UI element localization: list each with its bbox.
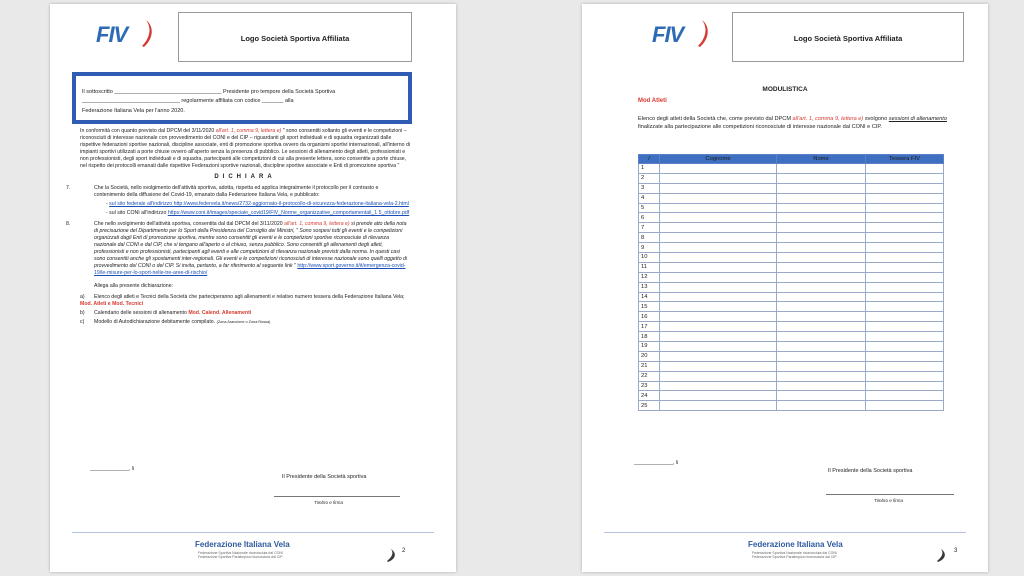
- cognome-cell[interactable]: [660, 262, 777, 272]
- cognome-cell[interactable]: [660, 223, 777, 233]
- table-row: [639, 302, 944, 312]
- intro-a: Elenco degli atleti della Società che, come previsto dal DPCM: [638, 116, 791, 122]
- signature-line: [826, 494, 954, 495]
- box-line-1a: Il sottoscritto ___________________________________: [82, 89, 222, 95]
- cognome-cell[interactable]: [660, 173, 777, 183]
- row-number: 12: [639, 272, 660, 282]
- affiliate-logo-box: [732, 12, 964, 62]
- cognome-cell[interactable]: [660, 233, 777, 243]
- box-line-2: ________________________________ regolarmente affiliata con codice _______ alla: [82, 98, 294, 104]
- cognome-cell[interactable]: [660, 312, 777, 322]
- col-cognome: Cognome: [660, 155, 777, 164]
- declarant-box: [72, 72, 412, 124]
- alle-c-text: Modello di Autodichiarazione debitamente compilato.: [94, 319, 216, 325]
- alle-a-text: Elenco degli atleti e Tecnici della Società che parteciperanno agli allenamenti e relativo numero tessera della Federazione Italiana Vela;: [94, 294, 405, 300]
- mod-atleti-label: Mod Atleti: [638, 98, 667, 104]
- table-row: [639, 391, 944, 401]
- cognome-cell[interactable]: [660, 322, 777, 332]
- col-nome: Nome: [777, 155, 866, 164]
- tessera-cell[interactable]: [866, 193, 944, 203]
- row-number: 22: [639, 371, 660, 381]
- alle-a-label: a): [80, 294, 85, 300]
- box-line-3: Federazione Italiana Vela per l'anno 2020.: [82, 108, 185, 114]
- row-number: 17: [639, 322, 660, 332]
- tessera-cell[interactable]: [866, 371, 944, 381]
- col-index: /: [639, 155, 660, 164]
- alle-b-label: b): [80, 310, 85, 316]
- nome-cell[interactable]: [777, 203, 866, 213]
- table-row: [639, 361, 944, 371]
- nome-cell[interactable]: [777, 371, 866, 381]
- row-number: 13: [639, 282, 660, 292]
- table-row: [639, 253, 944, 263]
- allegato-a: [80, 294, 410, 308]
- tessera-cell[interactable]: [866, 223, 944, 233]
- logo-text: FIV: [652, 22, 684, 47]
- table-row: [639, 312, 944, 322]
- coni-link[interactable]: https://www.coni.it/images/speciale_covid19/FIV_Norme_organizzative_comportamentali_1 5_ottobre.pdf: [167, 210, 410, 216]
- cognome-cell[interactable]: [660, 243, 777, 253]
- dichiara-heading: DICHIARA: [214, 174, 276, 180]
- row-number: 18: [639, 332, 660, 342]
- nome-cell[interactable]: [777, 292, 866, 302]
- table-row: [639, 173, 944, 183]
- row-number: 15: [639, 302, 660, 312]
- nome-cell[interactable]: [777, 272, 866, 282]
- nome-cell[interactable]: [777, 233, 866, 243]
- para1-ref: all'art. 1, comma 9, lettera e): [215, 128, 282, 134]
- item-7-sub-2: - sul sito CONI all'indirizzo https://www.coni.it/images/speciale_covid19/FIV_Norme_organizzative_comportamentali_1 5_ottobre.pdf: [106, 210, 410, 216]
- table-row: [639, 233, 944, 243]
- table-row: [639, 292, 944, 302]
- item-8: [66, 221, 410, 277]
- nome-cell[interactable]: [777, 223, 866, 233]
- alle-c-small: (Zona Arancione o Zona Rossa): [216, 320, 271, 324]
- table-row: [639, 282, 944, 292]
- affiliate-logo-box: [178, 12, 412, 62]
- nome-cell[interactable]: [777, 213, 866, 223]
- sail-icon: [936, 548, 948, 562]
- timbro-label: Timbro e firma: [874, 498, 903, 503]
- row-number: 16: [639, 312, 660, 322]
- row-number: 14: [639, 292, 660, 302]
- item8-b: si prende atto della nota di precisazione del Dipartimento per lo Sport della Presidenza del Consiglio dei Ministri, " Sono sospesi tutti gli eventi e le competizioni organizzati dagli Enti di promozione sportiva, mentre sono consentiti gli eventi e le competizioni sportive riconosciute di rilevanza nazionale dal CONI e dal CIP, che si tengano all'aperto o al chiuso, senza pubblico. Sono consentiti gli allenamenti degli atleti, professionisti e non professionisti, partecipanti agli eventi e alle competizioni di rilevanza nazionale previsti dalla norma. In questi casi sono consentiti anche gli spostamenti inter-regionali. Gli eventi e le competizioni riconosciuti di interesse nazionale sono quelli oggetto di provvedimento del CONI o del CIP. Si invita, pertanto, a far riferimento al seguente link ": [94, 221, 408, 269]
- header-title: Logo Società Sportiva Affiliata: [793, 34, 903, 43]
- tessera-cell[interactable]: [866, 183, 944, 193]
- row-number: 8: [639, 233, 660, 243]
- coni-label: sul sito CONI all'indirizzo: [109, 210, 167, 216]
- allegato-c: [80, 319, 410, 326]
- tessera-cell[interactable]: [866, 203, 944, 213]
- alle-b-mod: Mod. Calend. Allenamenti: [188, 310, 252, 316]
- tessera-cell[interactable]: [866, 381, 944, 391]
- nome-cell[interactable]: [777, 282, 866, 292]
- item-7-sub-1[interactable]: - sul sito federale all'indirizzo http://www.federvela.it/news/2732-aggiornato-il-protocollo-di-sicurezza-federazione-italiana-vela-2.html: [106, 201, 409, 207]
- row-number: 23: [639, 381, 660, 391]
- alle-c-label: c): [80, 319, 85, 325]
- cognome-cell[interactable]: [660, 332, 777, 342]
- table-row: [639, 193, 944, 203]
- fiv-logo: [96, 18, 166, 54]
- signature-line: [274, 496, 400, 497]
- row-number: 5: [639, 203, 660, 213]
- tessera-cell[interactable]: [866, 302, 944, 312]
- allegato-b: [80, 310, 410, 317]
- intro-ref: all'art. 1, comma 9, lettera e): [792, 116, 864, 122]
- tessera-cell[interactable]: [866, 391, 944, 401]
- footer-rule: [72, 532, 434, 533]
- president-label: Il Presidente della Società sportiva: [282, 474, 367, 480]
- page-number: 3: [954, 548, 958, 554]
- sail-icon: [140, 18, 156, 48]
- table-row: [639, 243, 944, 253]
- row-number: 10: [639, 253, 660, 263]
- cognome-cell[interactable]: [660, 361, 777, 371]
- row-number: 9: [639, 243, 660, 253]
- row-number: 19: [639, 342, 660, 352]
- cognome-cell[interactable]: [660, 302, 777, 312]
- col-tessera: Tessera FIV: [866, 155, 944, 164]
- federvela-link[interactable]: sul sito federale all'indirizzo http://www.federvela.it/news/2732-aggiornato-il-protocollo-di-sicurezza-federazione-italiana-vela-2.html: [109, 201, 409, 207]
- nome-cell[interactable]: [777, 312, 866, 322]
- footer-title: Federazione Italiana Vela: [195, 540, 290, 549]
- row-number: 24: [639, 391, 660, 401]
- nome-cell[interactable]: [777, 193, 866, 203]
- table-row: [639, 272, 944, 282]
- intro-text: [638, 116, 958, 131]
- table-row: [639, 381, 944, 391]
- row-number: 11: [639, 262, 660, 272]
- cognome-cell[interactable]: [660, 391, 777, 401]
- tessera-cell[interactable]: [866, 282, 944, 292]
- row-number: 25: [639, 401, 660, 411]
- page-number: 2: [402, 548, 406, 554]
- timbro-label: Timbro e firma: [314, 500, 343, 505]
- fiv-logo: [652, 18, 722, 54]
- item8-ref: all'art. 1, comma 9, lettera e): [284, 221, 350, 227]
- sail-icon: [696, 18, 712, 48]
- header-title: Logo Società Sportiva Affiliata: [240, 34, 350, 43]
- footer-rule: [604, 532, 966, 533]
- allega-text: Allega alla presente dichiarazione:: [94, 283, 174, 289]
- row-number: 6: [639, 213, 660, 223]
- footer-sub-2: Federazione Sportiva Paralimpica riconosciuta dal CIP: [198, 555, 283, 559]
- cognome-cell[interactable]: [660, 183, 777, 193]
- tessera-cell[interactable]: [866, 233, 944, 243]
- body-text: [66, 128, 410, 328]
- modulistica-title: MODULISTICA: [762, 86, 808, 93]
- table-row: [639, 351, 944, 361]
- cognome-cell[interactable]: [660, 292, 777, 302]
- governo-link[interactable]: http://www.sport.governo.it/it/emergenza-covid-19/le-misure-per-lo-sport-nelle-tre-aree-di-rischio/: [94, 263, 406, 276]
- table-row: [639, 183, 944, 193]
- intro-u: sessioni di allenamento: [888, 116, 947, 122]
- nome-cell[interactable]: [777, 183, 866, 193]
- table-header-row: [639, 155, 944, 164]
- athletes-table: [638, 154, 944, 411]
- tessera-cell[interactable]: [866, 332, 944, 342]
- footer-sub-2: Federazione Sportiva Paralimpica riconosciuta dal CIP: [752, 555, 837, 559]
- alle-b-text: Calendario delle sessioni di allenamento: [94, 310, 187, 316]
- tessera-cell[interactable]: [866, 164, 944, 174]
- row-number: 3: [639, 183, 660, 193]
- nome-cell[interactable]: [777, 302, 866, 312]
- president-label: Il Presidente della Società sportiva: [828, 468, 913, 474]
- row-number: 7: [639, 223, 660, 233]
- cognome-cell[interactable]: [660, 193, 777, 203]
- table-row: [639, 223, 944, 233]
- para1-b: " sono consentiti soltanto gli eventi e le competizioni – riconosciuti di interesse nazionale con provvedimento del CONI e del CIP – riguardanti gli sport individuali e di squadra organizzati dalle rispettive federazioni sportive nazionali, discipline associate, enti di promozione sportiva ovvero da organismi sportivi internazionali, all'interno di impianti sportivi utilizzati a porte chiuse ovvero all'aperto senza la presenza di pubblico. Le sessioni di allenamento degli atleti, professionisti e non professionisti, degli sport individuali e di squadra, partecipanti alle competizioni di cui alla presente lettera, sono consentite a porte chiuse, nel rispetto dei protocolli emanati dalle rispettive Federazioni sportive nazionali, discipline sportive associate e Enti di promozione sportiva ": [80, 128, 410, 169]
- footer-sub-1: Federazione Sportiva Nazionale riconosciuta dal CONI: [752, 551, 837, 555]
- nome-cell[interactable]: [777, 391, 866, 401]
- cognome-cell[interactable]: [660, 253, 777, 263]
- table-row: [639, 342, 944, 352]
- tessera-cell[interactable]: [866, 272, 944, 282]
- table-row: [639, 213, 944, 223]
- cognome-cell[interactable]: [660, 203, 777, 213]
- footer-sub-1: Federazione Sportiva Nazionale riconosciuta dal CONI: [198, 551, 283, 555]
- intro-c: finalizzate alla partecipazione alle competizioni riconosciute di interesse nazionale dal CONI e CIP.: [638, 123, 882, 130]
- cognome-cell[interactable]: [660, 164, 777, 174]
- nome-cell[interactable]: [777, 173, 866, 183]
- paragraph-1: [80, 128, 410, 170]
- item-7: [66, 185, 410, 199]
- row-number: 20: [639, 351, 660, 361]
- nome-cell[interactable]: [777, 253, 866, 263]
- table-row: [639, 322, 944, 332]
- date-line: ______________, li: [634, 460, 678, 466]
- nome-cell[interactable]: [777, 322, 866, 332]
- table-row: [639, 262, 944, 272]
- cognome-cell[interactable]: [660, 282, 777, 292]
- para1-a: In conformità con quanto previsto dal DPCM del 3/11/2020: [80, 128, 215, 134]
- cognome-cell[interactable]: [660, 213, 777, 223]
- table-row: [639, 332, 944, 342]
- table-row: [639, 371, 944, 381]
- tessera-cell[interactable]: [866, 312, 944, 322]
- tessera-cell[interactable]: [866, 262, 944, 272]
- tessera-cell[interactable]: [866, 351, 944, 361]
- tessera-cell[interactable]: [866, 342, 944, 352]
- intro-b: svolgono: [864, 116, 888, 122]
- nome-cell[interactable]: [777, 342, 866, 352]
- cognome-cell[interactable]: [660, 351, 777, 361]
- tessera-cell[interactable]: [866, 243, 944, 253]
- nome-cell[interactable]: [777, 262, 866, 272]
- date-line: ______________, li: [90, 466, 134, 472]
- nome-cell[interactable]: [777, 164, 866, 174]
- cognome-cell[interactable]: [660, 342, 777, 352]
- nome-cell[interactable]: [777, 351, 866, 361]
- sail-icon: [386, 548, 398, 562]
- nome-cell[interactable]: [777, 332, 866, 342]
- nome-cell[interactable]: [777, 361, 866, 371]
- item8-num: 8.: [66, 221, 71, 227]
- alle-a-mod: Mod. Atleti e Mod. Tecnici: [80, 301, 144, 307]
- row-number: 21: [639, 361, 660, 371]
- item7-text: Che la Società, nello svolgimento dell'attività sportiva, adotta, rispetta ed applica integralmente il protocollo per il contrasto e contenimento della diffusione del Covid-19, emanato dalla Federazione Italiana Vela, e pubblicato:: [94, 185, 379, 198]
- cognome-cell[interactable]: [660, 381, 777, 391]
- tessera-cell[interactable]: [866, 173, 944, 183]
- tessera-cell[interactable]: [866, 401, 944, 411]
- tessera-cell[interactable]: [866, 322, 944, 332]
- footer-subtitle: [198, 551, 283, 559]
- document-page-3: [582, 4, 988, 572]
- footer-title: Federazione Italiana Vela: [748, 540, 843, 549]
- tessera-cell[interactable]: [866, 292, 944, 302]
- table-row: [639, 164, 944, 174]
- box-line-1b: Presidente pro tempore della Società Sportiva: [223, 89, 336, 95]
- logo-text: FIV: [96, 22, 128, 47]
- tessera-cell[interactable]: [866, 213, 944, 223]
- footer-subtitle: [752, 551, 837, 559]
- cognome-cell[interactable]: [660, 401, 777, 411]
- row-number: 4: [639, 193, 660, 203]
- nome-cell[interactable]: [777, 401, 866, 411]
- cognome-cell[interactable]: [660, 272, 777, 282]
- document-page-2: [50, 4, 456, 572]
- nome-cell[interactable]: [777, 243, 866, 253]
- table-row: [639, 401, 944, 411]
- item7-num: 7.: [66, 185, 71, 191]
- table-row: [639, 203, 944, 213]
- tessera-cell[interactable]: [866, 253, 944, 263]
- nome-cell[interactable]: [777, 381, 866, 391]
- row-number: 1: [639, 164, 660, 174]
- tessera-cell[interactable]: [866, 361, 944, 371]
- cognome-cell[interactable]: [660, 371, 777, 381]
- item8-a: Che nello svolgimento dell'attività sportiva, consentita dal dal DPCM del 3/11/2020: [94, 221, 283, 227]
- row-number: 2: [639, 173, 660, 183]
